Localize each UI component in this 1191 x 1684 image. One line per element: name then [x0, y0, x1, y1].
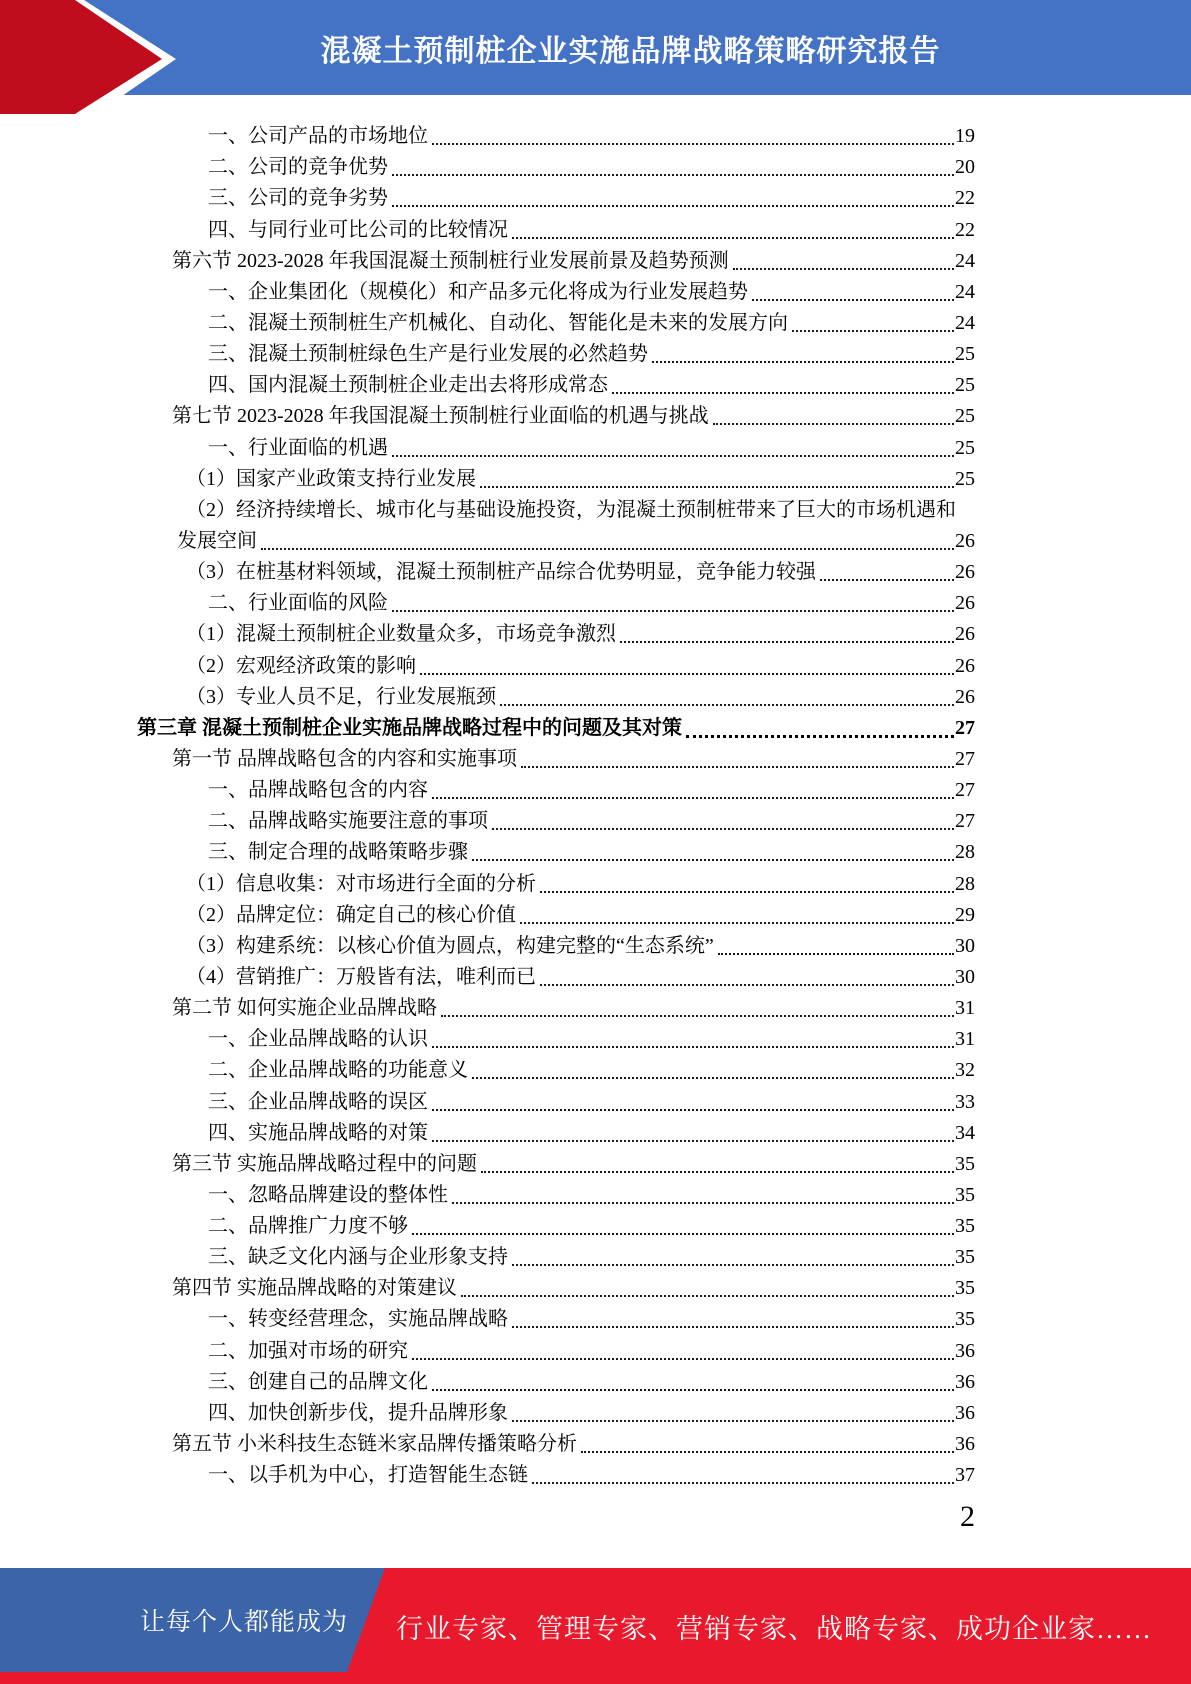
dotted-leader — [472, 1077, 954, 1079]
toc-entry-text: 二、混凝土预制桩生产机械化、自动化、智能化是未来的发展方向 — [208, 311, 788, 334]
dotted-leader — [512, 1264, 954, 1266]
toc-page-number: 24 — [955, 280, 975, 303]
toc-page-number: 19 — [955, 125, 975, 148]
toc-entry-text: 一、以手机为中心，打造智能生态链 — [208, 1464, 528, 1487]
toc-entry-text: 四、国内混凝土预制桩企业走出去将形成常态 — [208, 374, 608, 397]
toc-page-number: 25 — [955, 343, 975, 366]
toc-entry-text: 第三节 实施品牌战略过程中的问题 — [172, 1152, 477, 1175]
toc-entry-text: 二、加强对市场的研究 — [208, 1339, 408, 1362]
toc-entry-text: 三、制定合理的战略策略步骤 — [208, 841, 468, 864]
dotted-leader — [500, 704, 954, 706]
dotted-leader — [820, 579, 954, 581]
toc-entry-text: 二、行业面临的风险 — [208, 592, 388, 615]
toc-entry-text: 四、实施品牌战略的对策 — [208, 1121, 428, 1144]
toc-page-number: 31 — [955, 997, 975, 1020]
toc-entry-text: （2）品牌定位：确定自己的核心价值 — [186, 903, 516, 926]
toc-page-number: 26 — [955, 654, 975, 677]
toc-page-number: 29 — [955, 903, 975, 926]
dotted-leader — [652, 361, 954, 363]
toc-entry-text: 第二节 如何实施企业品牌战略 — [172, 997, 437, 1020]
toc-entry-text: 第四节 实施品牌战略的对策建议 — [172, 1277, 457, 1300]
toc-entry — [137, 680, 975, 711]
toc-page-number: 31 — [955, 1028, 975, 1051]
toc-entry — [137, 960, 975, 991]
toc-page-number: 26 — [955, 623, 975, 646]
page-number: 2 — [960, 1500, 975, 1533]
toc-page-number: 32 — [955, 1059, 975, 1082]
dotted-leader — [432, 143, 954, 145]
toc-entry — [137, 1396, 975, 1427]
toc-page-number: 35 — [955, 1152, 975, 1175]
toc-entry-text: 第七节 2023-2028 年我国混凝土预制桩行业面临的机遇与挑战 — [172, 405, 709, 428]
toc-entry — [137, 1147, 975, 1178]
toc-entry — [137, 1302, 975, 1333]
toc-entry — [137, 866, 975, 897]
dotted-leader — [420, 673, 954, 675]
dotted-leader — [432, 797, 954, 799]
toc-page-number: 25 — [955, 467, 975, 490]
toc-entry — [137, 929, 975, 960]
dotted-leader — [713, 423, 954, 425]
dotted-leader — [432, 1140, 954, 1142]
dotted-leader — [481, 1171, 954, 1173]
toc-entry-text: 三、创建自己的品牌文化 — [208, 1370, 428, 1393]
toc-entry — [137, 368, 975, 399]
dotted-leader — [392, 455, 954, 457]
toc — [137, 119, 975, 1489]
dotted-leader — [512, 1420, 954, 1422]
toc-entry — [137, 1427, 975, 1458]
toc-entry-text: 四、加快创新步伐，提升品牌形象 — [208, 1401, 508, 1424]
toc-entry-text: （1）国家产业政策支持行业发展 — [186, 467, 476, 490]
toc-entry — [137, 586, 975, 617]
dotted-leader — [540, 891, 954, 893]
toc-page-number: 35 — [955, 1246, 975, 1269]
report-title: 混凝土预制桩企业实施品牌战略策略研究报告 — [320, 34, 941, 68]
toc-entry-text: 第六节 2023-2028 年我国混凝土预制桩行业发展前景及趋势预测 — [172, 249, 729, 272]
toc-entry-text: （1）混凝土预制桩企业数量众多，市场竞争激烈 — [186, 623, 616, 646]
dotted-leader — [532, 1482, 954, 1484]
dotted-leader — [392, 205, 954, 207]
toc-entry-text: （2）宏观经济政策的影响 — [186, 654, 416, 677]
toc-page-number: 20 — [955, 156, 975, 179]
toc-entry — [137, 1053, 975, 1084]
toc-entry-text: 二、公司的竞争优势 — [208, 156, 388, 179]
toc-page-number: 25 — [955, 436, 975, 459]
toc-page-number: 35 — [955, 1183, 975, 1206]
dotted-leader — [412, 1233, 954, 1235]
toc-entry — [137, 275, 975, 306]
dotted-leader — [718, 953, 954, 955]
toc-entry-text: 四、与同行业可比公司的比较情况 — [208, 218, 508, 241]
dotted-leader — [792, 330, 954, 332]
toc-page-number: 37 — [955, 1464, 975, 1487]
dotted-leader — [512, 237, 954, 239]
toc-entry-text: 三、公司的竞争劣势 — [208, 187, 388, 210]
toc-entry — [137, 119, 975, 150]
dotted-leader — [612, 392, 954, 394]
toc-entry — [137, 1365, 975, 1396]
dotted-leader — [392, 610, 954, 612]
toc-page-number: 24 — [955, 311, 975, 334]
toc-page-number: 25 — [955, 374, 975, 397]
toc-entry-text: （3）构建系统：以核心价值为圆点，构建完整的“生态系统” — [186, 934, 714, 957]
toc-entry-text: 三、企业品牌战略的误区 — [208, 1090, 428, 1113]
dotted-leader — [441, 1015, 954, 1017]
toc-entry-text: 二、品牌战略实施要注意的事项 — [208, 810, 488, 833]
toc-entry-text: （3）专业人员不足，行业发展瓶颈 — [186, 685, 496, 708]
toc-page-number: 26 — [955, 592, 975, 615]
toc-entry-text: （4）营销推广：万般皆有法，唯利而已 — [186, 965, 536, 988]
toc-page-number: 36 — [955, 1433, 975, 1456]
dotted-leader — [432, 1109, 954, 1111]
dotted-leader — [461, 1295, 954, 1297]
toc-entry — [137, 462, 975, 493]
toc-entry — [137, 804, 975, 835]
toc-entry-text: 一、品牌战略包含的内容 — [208, 779, 428, 802]
toc-page-number: 33 — [955, 1090, 975, 1113]
toc-entry-text: 二、品牌推广力度不够 — [208, 1215, 408, 1238]
toc-entry — [137, 1178, 975, 1209]
toc-entry — [137, 306, 975, 337]
toc-entry-text: 第三章 混凝土预制桩企业实施品牌战略过程中的问题及其对策 — [137, 716, 682, 739]
toc-entry — [137, 711, 975, 742]
footer-slogan-right: 行业专家、管理专家、营销专家、战略专家、成功企业家…… — [396, 1613, 1152, 1644]
toc-entry — [137, 1022, 975, 1053]
dotted-leader — [432, 1046, 954, 1048]
toc-entry-text: （2）经济持续增长、城市化与基础设施投资，为混凝土预制桩带来了巨大的市场机遇和 — [186, 498, 956, 521]
toc-page-number: 24 — [955, 249, 975, 272]
toc-entry — [137, 150, 975, 181]
toc-page-number: 26 — [955, 685, 975, 708]
toc-page-number: 36 — [955, 1370, 975, 1393]
toc-page-number: 28 — [955, 872, 975, 895]
toc-entry-text: 一、企业品牌战略的认识 — [208, 1028, 428, 1051]
toc-entry-text: 第一节 品牌战略包含的内容和实施事项 — [172, 747, 517, 770]
dotted-leader — [521, 766, 954, 768]
dotted-leader — [261, 548, 954, 550]
toc-entry-text: 一、转变经营理念，实施品牌战略 — [208, 1308, 508, 1331]
toc-entry — [137, 742, 975, 773]
toc-page-number: 27 — [955, 779, 975, 802]
toc-entry-text: 一、公司产品的市场地位 — [208, 125, 428, 148]
toc-entry — [137, 337, 975, 368]
dotted-leader — [733, 268, 954, 270]
dotted-leader — [752, 299, 954, 301]
toc-entry — [137, 181, 975, 212]
toc-page-number: 28 — [955, 841, 975, 864]
dotted-leader — [472, 859, 954, 861]
toc-entry-text: 一、行业面临的机遇 — [208, 436, 388, 459]
dotted-leader — [620, 641, 954, 643]
toc-entry — [137, 617, 975, 648]
dotted-leader — [392, 174, 954, 176]
toc-entry — [137, 898, 975, 929]
toc-entry — [137, 555, 975, 586]
dotted-leader — [452, 1202, 954, 1204]
toc-entry — [137, 430, 975, 461]
dotted-leader — [520, 922, 954, 924]
toc-entry-text: 一、企业集团化（规模化）和产品多元化将成为行业发展趋势 — [208, 280, 748, 303]
dotted-leader — [412, 1358, 954, 1360]
toc-entry-text: 二、企业品牌战略的功能意义 — [208, 1059, 468, 1082]
toc-page-number: 35 — [955, 1308, 975, 1331]
dotted-leader — [492, 828, 954, 830]
toc-page-number: 35 — [955, 1215, 975, 1238]
toc-entry — [137, 648, 975, 679]
report-header — [0, 0, 1191, 95]
toc-entry-text: 发展空间 — [177, 529, 257, 552]
toc-entry — [137, 1116, 975, 1147]
toc-entry-text: 三、缺乏文化内涵与企业形象支持 — [208, 1246, 508, 1269]
dotted-leader — [512, 1326, 954, 1328]
toc-page-number: 27 — [955, 716, 975, 739]
toc-page-number: 27 — [955, 810, 975, 833]
dotted-leader — [686, 735, 954, 738]
toc-entry — [137, 773, 975, 804]
toc-entry — [137, 1333, 975, 1364]
toc-page-number: 36 — [955, 1401, 975, 1424]
toc-entry — [137, 1084, 975, 1115]
toc-entry — [137, 524, 975, 555]
toc-entry — [137, 1209, 975, 1240]
toc-page-number: 26 — [955, 529, 975, 552]
toc-page-number: 22 — [955, 218, 975, 241]
toc-entry-text: 第五节 小米科技生态链米家品牌传播策略分析 — [172, 1433, 577, 1456]
toc-page-number: 22 — [955, 187, 975, 210]
toc-page-number: 34 — [955, 1121, 975, 1144]
toc-page-number: 25 — [955, 405, 975, 428]
toc-page-number: 30 — [955, 934, 975, 957]
toc-entry-text: 三、混凝土预制桩绿色生产是行业发展的必然趋势 — [208, 343, 648, 366]
dotted-leader — [540, 984, 954, 986]
toc-entry — [137, 244, 975, 275]
toc-entry — [137, 1271, 975, 1302]
toc-entry — [137, 991, 975, 1022]
toc-page-number: 27 — [955, 747, 975, 770]
toc-page-number: 26 — [955, 561, 975, 584]
dotted-leader — [581, 1451, 954, 1453]
toc-entry — [137, 493, 975, 524]
toc-entry-text: 一、忽略品牌建设的整体性 — [208, 1183, 448, 1206]
toc-entry — [137, 212, 975, 243]
toc-entry — [137, 835, 975, 866]
toc-page-number: 30 — [955, 965, 975, 988]
footer-slogan-left: 让每个人都能成为 — [140, 1609, 349, 1636]
toc-entry-text: （3）在桩基材料领域，混凝土预制桩产品综合优势明显，竞争能力较强 — [186, 561, 816, 584]
toc-entry — [137, 1458, 975, 1489]
toc-entry-text: （1）信息收集：对市场进行全面的分析 — [186, 872, 536, 895]
toc-page-number: 35 — [955, 1277, 975, 1300]
dotted-leader — [480, 486, 954, 488]
toc-page-number: 36 — [955, 1339, 975, 1362]
page-footer — [0, 1568, 1191, 1684]
toc-entry — [137, 1240, 975, 1271]
toc-entry — [137, 399, 975, 430]
dotted-leader — [432, 1389, 954, 1391]
